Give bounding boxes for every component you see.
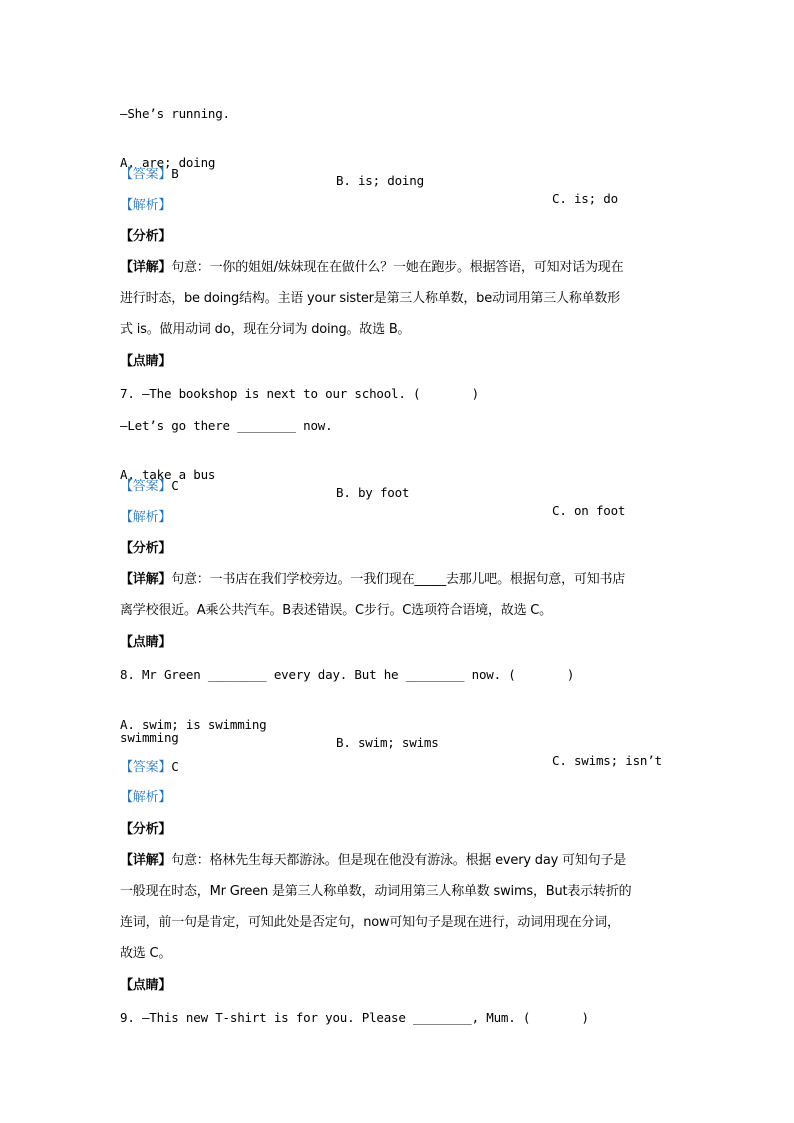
- question-7: 7. —The bookshop is next to our school. ( ): [120, 386, 479, 401]
- detail-line: 【详解】句意：一你的姐姐/妹妹现在在做什么？一她在跑步。根据答语，可知对话为现在: [120, 260, 624, 275]
- detail-line: 一般现在时态，Mr Green 是第三人称单数，动词用第三人称单数 swims，But表示转折的: [120, 884, 632, 899]
- dianjing-heading: 【点睛】: [120, 635, 172, 650]
- fenxi-heading: 【分析】: [120, 229, 172, 244]
- option-a: A. take a bus: [120, 467, 216, 482]
- answer-tag: 【答案】: [120, 760, 172, 775]
- options-row: [120, 448, 680, 538]
- dialogue-line: —Let’s go there ________ now.: [120, 418, 333, 433]
- answer-value: C: [171, 478, 179, 493]
- detail-tag: 【详解】: [120, 572, 172, 587]
- answer-row: [120, 758, 179, 777]
- option-wrap: swimming: [120, 730, 179, 745]
- jiexi-heading: 【解析】: [120, 510, 172, 525]
- detail-line: 进行时态，be doing结构。主语 your sister是第三人称单数，be动词用第三人称单数形: [120, 291, 621, 306]
- detail-tag: 【详解】: [120, 260, 172, 275]
- option-b: B. swim; swims: [336, 735, 439, 750]
- option-c: C. swims; isn’t: [552, 753, 662, 768]
- fenxi-heading: 【分析】: [120, 541, 172, 556]
- option-c: C. is; do: [552, 191, 618, 206]
- jiexi-heading: 【解析】: [120, 790, 172, 805]
- option-a: A. swim; is swimming: [120, 717, 267, 732]
- option-b: B. by foot: [336, 485, 410, 500]
- option-a: A. are; doing: [120, 155, 216, 170]
- answer-tag: 【答案】: [120, 167, 172, 182]
- answer-value: B: [171, 166, 179, 181]
- dialogue-line: —She’s running.: [120, 106, 230, 121]
- answer-value: C: [171, 759, 179, 774]
- dianjing-heading: 【点睛】: [120, 354, 172, 369]
- detail-line: 连词，前一句是肯定，可知此处是否定句，now可知句子是现在进行，动词用现在分词，: [120, 915, 620, 930]
- detail-tag: 【详解】: [120, 853, 172, 868]
- option-b: B. is; doing: [336, 173, 424, 188]
- fenxi-heading: 【分析】: [120, 822, 172, 837]
- question-9: 9. —This new T-shirt is for you. Please ________, Mum. ( ): [120, 1010, 589, 1025]
- option-c: C. on foot: [552, 503, 626, 518]
- detail-line: 【详解】句意：一书店在我们学校旁边。一我们现在_____去那儿吧。根据句意，可知书店: [120, 572, 626, 587]
- answer-row: [120, 477, 179, 496]
- options-row: [120, 698, 680, 788]
- answer-row: [120, 165, 179, 184]
- detail-line: 故选 C。: [120, 946, 172, 961]
- detail-line: 【详解】句意：格林先生每天都游泳。但是现在他没有游泳。根据 every day 可知句子是: [120, 853, 627, 868]
- detail-line: 离学校很近。A乘公共汽车。B表述错误。C步行。C选项符合语境，故选 C。: [120, 603, 552, 618]
- detail-line: 式 is。做用动词 do，现在分词为 doing。故选 B。: [120, 322, 411, 337]
- options-row: [120, 136, 680, 226]
- jiexi-heading: 【解析】: [120, 198, 172, 213]
- question-8: 8. Mr Green ________ every day. But he ________ now. ( ): [120, 667, 575, 682]
- dianjing-heading: 【点睛】: [120, 978, 172, 993]
- answer-tag: 【答案】: [120, 479, 172, 494]
